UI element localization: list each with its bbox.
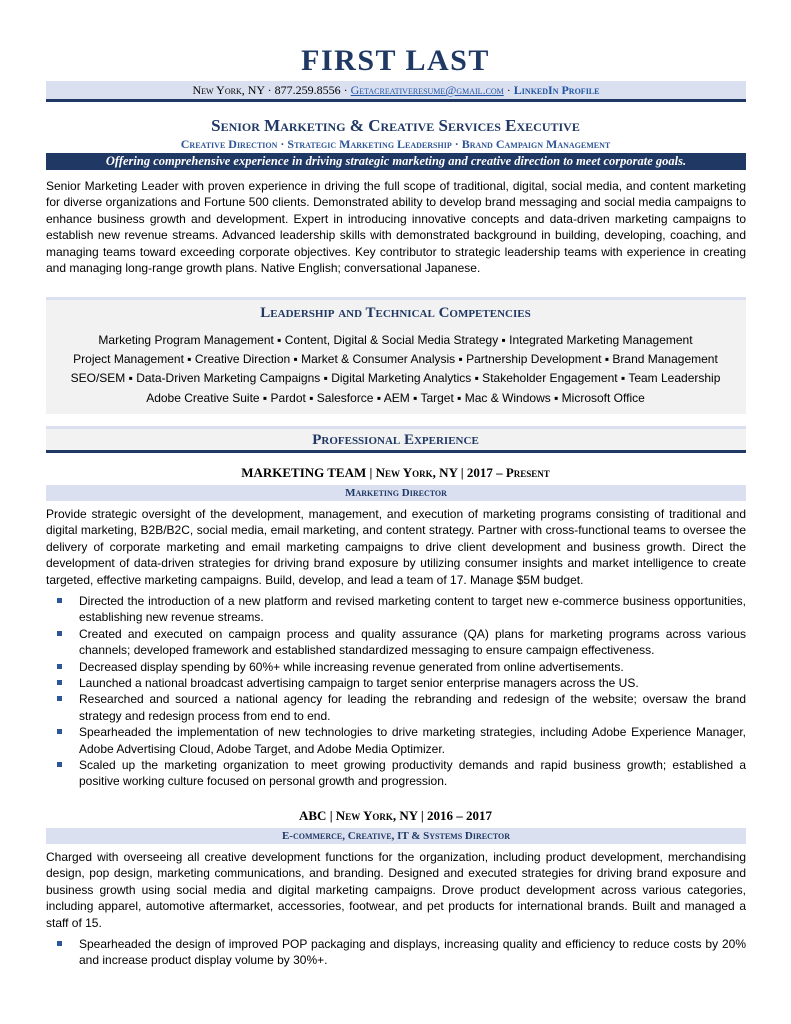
bullet-square-icon [57, 762, 62, 767]
experience-divider [46, 450, 746, 453]
job-description: Charged with overseeing all creative development functions for the organization, including product development, merchandising design, pop design, marketing communications, and branding. Designed and executed strategies for driving brand exposure and business growth using social media and digital marketing campaigns. Drove product development across various categories, including apparel, automotive aftermarket, accessories, footwear, and pet products for international brands. Built and managed a staff of 15. [46, 850, 746, 930]
contact-location: New York, NY [192, 83, 265, 97]
contact-bar [46, 81, 746, 99]
competency-line: Adobe Creative Suite ▪ Pardot ▪ Salesforce ▪ AEM ▪ Target ▪ Mac & Windows ▪ Microsoft Office [146, 391, 645, 405]
experience-top-rule [46, 426, 746, 429]
list-item: Researched and sourced a national agency for leading the rebranding and redesign of the website; oversaw the brand strategy and redesign process from end to end. [46, 691, 746, 724]
list-item: Spearheaded the implementation of new technologies to drive marketing strategies, including Adobe Experience Manager, Adobe Advertising Cloud, Adobe Target, and Adobe Media Optimizer. [46, 724, 746, 757]
competency-line: Project Management ▪ Creative Direction ▪ Market & Consumer Analysis ▪ Partnership Development ▪ Brand Management [73, 352, 718, 366]
headline-subtitle: Creative Direction · Strategic Marketing Leadership · Brand Campaign Management [180, 137, 611, 151]
bullet-square-icon [57, 941, 62, 946]
list-item: Decreased display spending by 60%+ while increasing revenue generated from online advertisements. [46, 659, 746, 675]
list-item: Scaled up the marketing organization to meet growing productivity demands and rapid business growth; established a positive working culture focused on personal growth and progression. [46, 757, 746, 790]
competency-line: Marketing Program Management ▪ Content, Digital & Social Media Strategy ▪ Integrated Marketing Management [98, 333, 693, 347]
contact-separator: · [506, 83, 511, 97]
linkedin-link[interactable]: LinkedIn Profile [513, 83, 600, 97]
experience-heading: Professional Experience [312, 432, 479, 448]
bullet-square-icon [57, 680, 62, 685]
job-header [0, 465, 791, 481]
bullet-square-icon [57, 631, 62, 636]
header-divider [46, 99, 746, 102]
job-bullets [46, 593, 746, 790]
list-item: Created and executed on campaign process and quality assurance (QA) plans for marketing programs across various channels; developed framework and established standardized messaging to ensure campaign effectiveness. [46, 626, 746, 659]
job-header [0, 808, 791, 824]
job-location-dates: | New York, NY | 2016 – 2017 [329, 808, 493, 823]
competency-line: SEO/SEM ▪ Data-Driven Marketing Campaigns ▪ Digital Marketing Analytics ▪ Stakeholder Engagement ▪ Team Leadership [70, 371, 721, 385]
job-role: Marketing Director [46, 485, 746, 501]
list-item: Launched a national broadcast advertising campaign to target senior enterprise managers across the US. [46, 675, 746, 691]
job-role: E-commerce, Creative, IT & Systems Director [46, 828, 746, 844]
bullet-square-icon [57, 664, 62, 669]
contact-separator: · [343, 83, 348, 97]
contact-phone: 877.259.8556 [274, 83, 341, 97]
job-location-dates: | New York, NY | 2017 – Present [369, 465, 550, 480]
contact-email-link[interactable]: Getacreativeresume@gmail.com [350, 83, 504, 97]
summary-paragraph: Senior Marketing Leader with proven experience in driving the full scope of traditional, digital, social media, and content marketing for diverse organizations and Fortune 500 clients. Demonstrated ability to develop brand messaging and social media campaigns to enhance business growth and development. Expert in introducing innovative concepts and data-driven marketing campaigns to establish new revenue streams. Advanced leadership skills with demonstrated background in building, developing, coaching, and managing teams toward exceeding corporate objectives. Key contributor to strategic leadership teams with experience in creating and managing long-range growth plans. Native English; conversational Japanese. [46, 179, 746, 276]
job-company: MARKETING TEAM [241, 465, 367, 480]
competencies-heading: Leadership and Technical Competencies [260, 305, 531, 321]
bullet-square-icon [57, 696, 62, 701]
list-item: Spearheaded the design of improved POP packaging and displays, increasing quality and efficiency to reduce costs by 20% and increase product display volume by 30%+. [46, 936, 746, 969]
job-description: Provide strategic oversight of the development, management, and execution of marketing programs consisting of traditional and digital marketing, B2B/B2C, social media, email marketing, and content strategy. Partner with cross-functional teams to oversee the delivery of corporate marketing and email marketing campaigns to drive client development and business growth. Direct the development of data-driven strategies for driving brand exposure by utilizing consumer insights and market intelligence to create targeted, effective marketing campaigns. Build, develop, and lead a team of 17. Manage $5M budget. [46, 507, 746, 587]
headline-tagline: Offering comprehensive experience in driving strategic marketing and creative direction to meet corporate goals. [46, 153, 746, 170]
bullet-square-icon [57, 729, 62, 734]
candidate-name: FIRST LAST [301, 44, 490, 77]
job-company: ABC [298, 808, 327, 823]
competencies-top-rule [46, 297, 746, 300]
bullet-square-icon [57, 598, 62, 603]
list-item: Directed the introduction of a new platform and revised marketing content to target new e-commerce business opportunities, establishing new revenue streams. [46, 593, 746, 626]
contact-separator: · [267, 83, 272, 97]
job-bullets [46, 936, 746, 969]
headline-title: Senior Marketing & Creative Services Executive [211, 116, 580, 135]
